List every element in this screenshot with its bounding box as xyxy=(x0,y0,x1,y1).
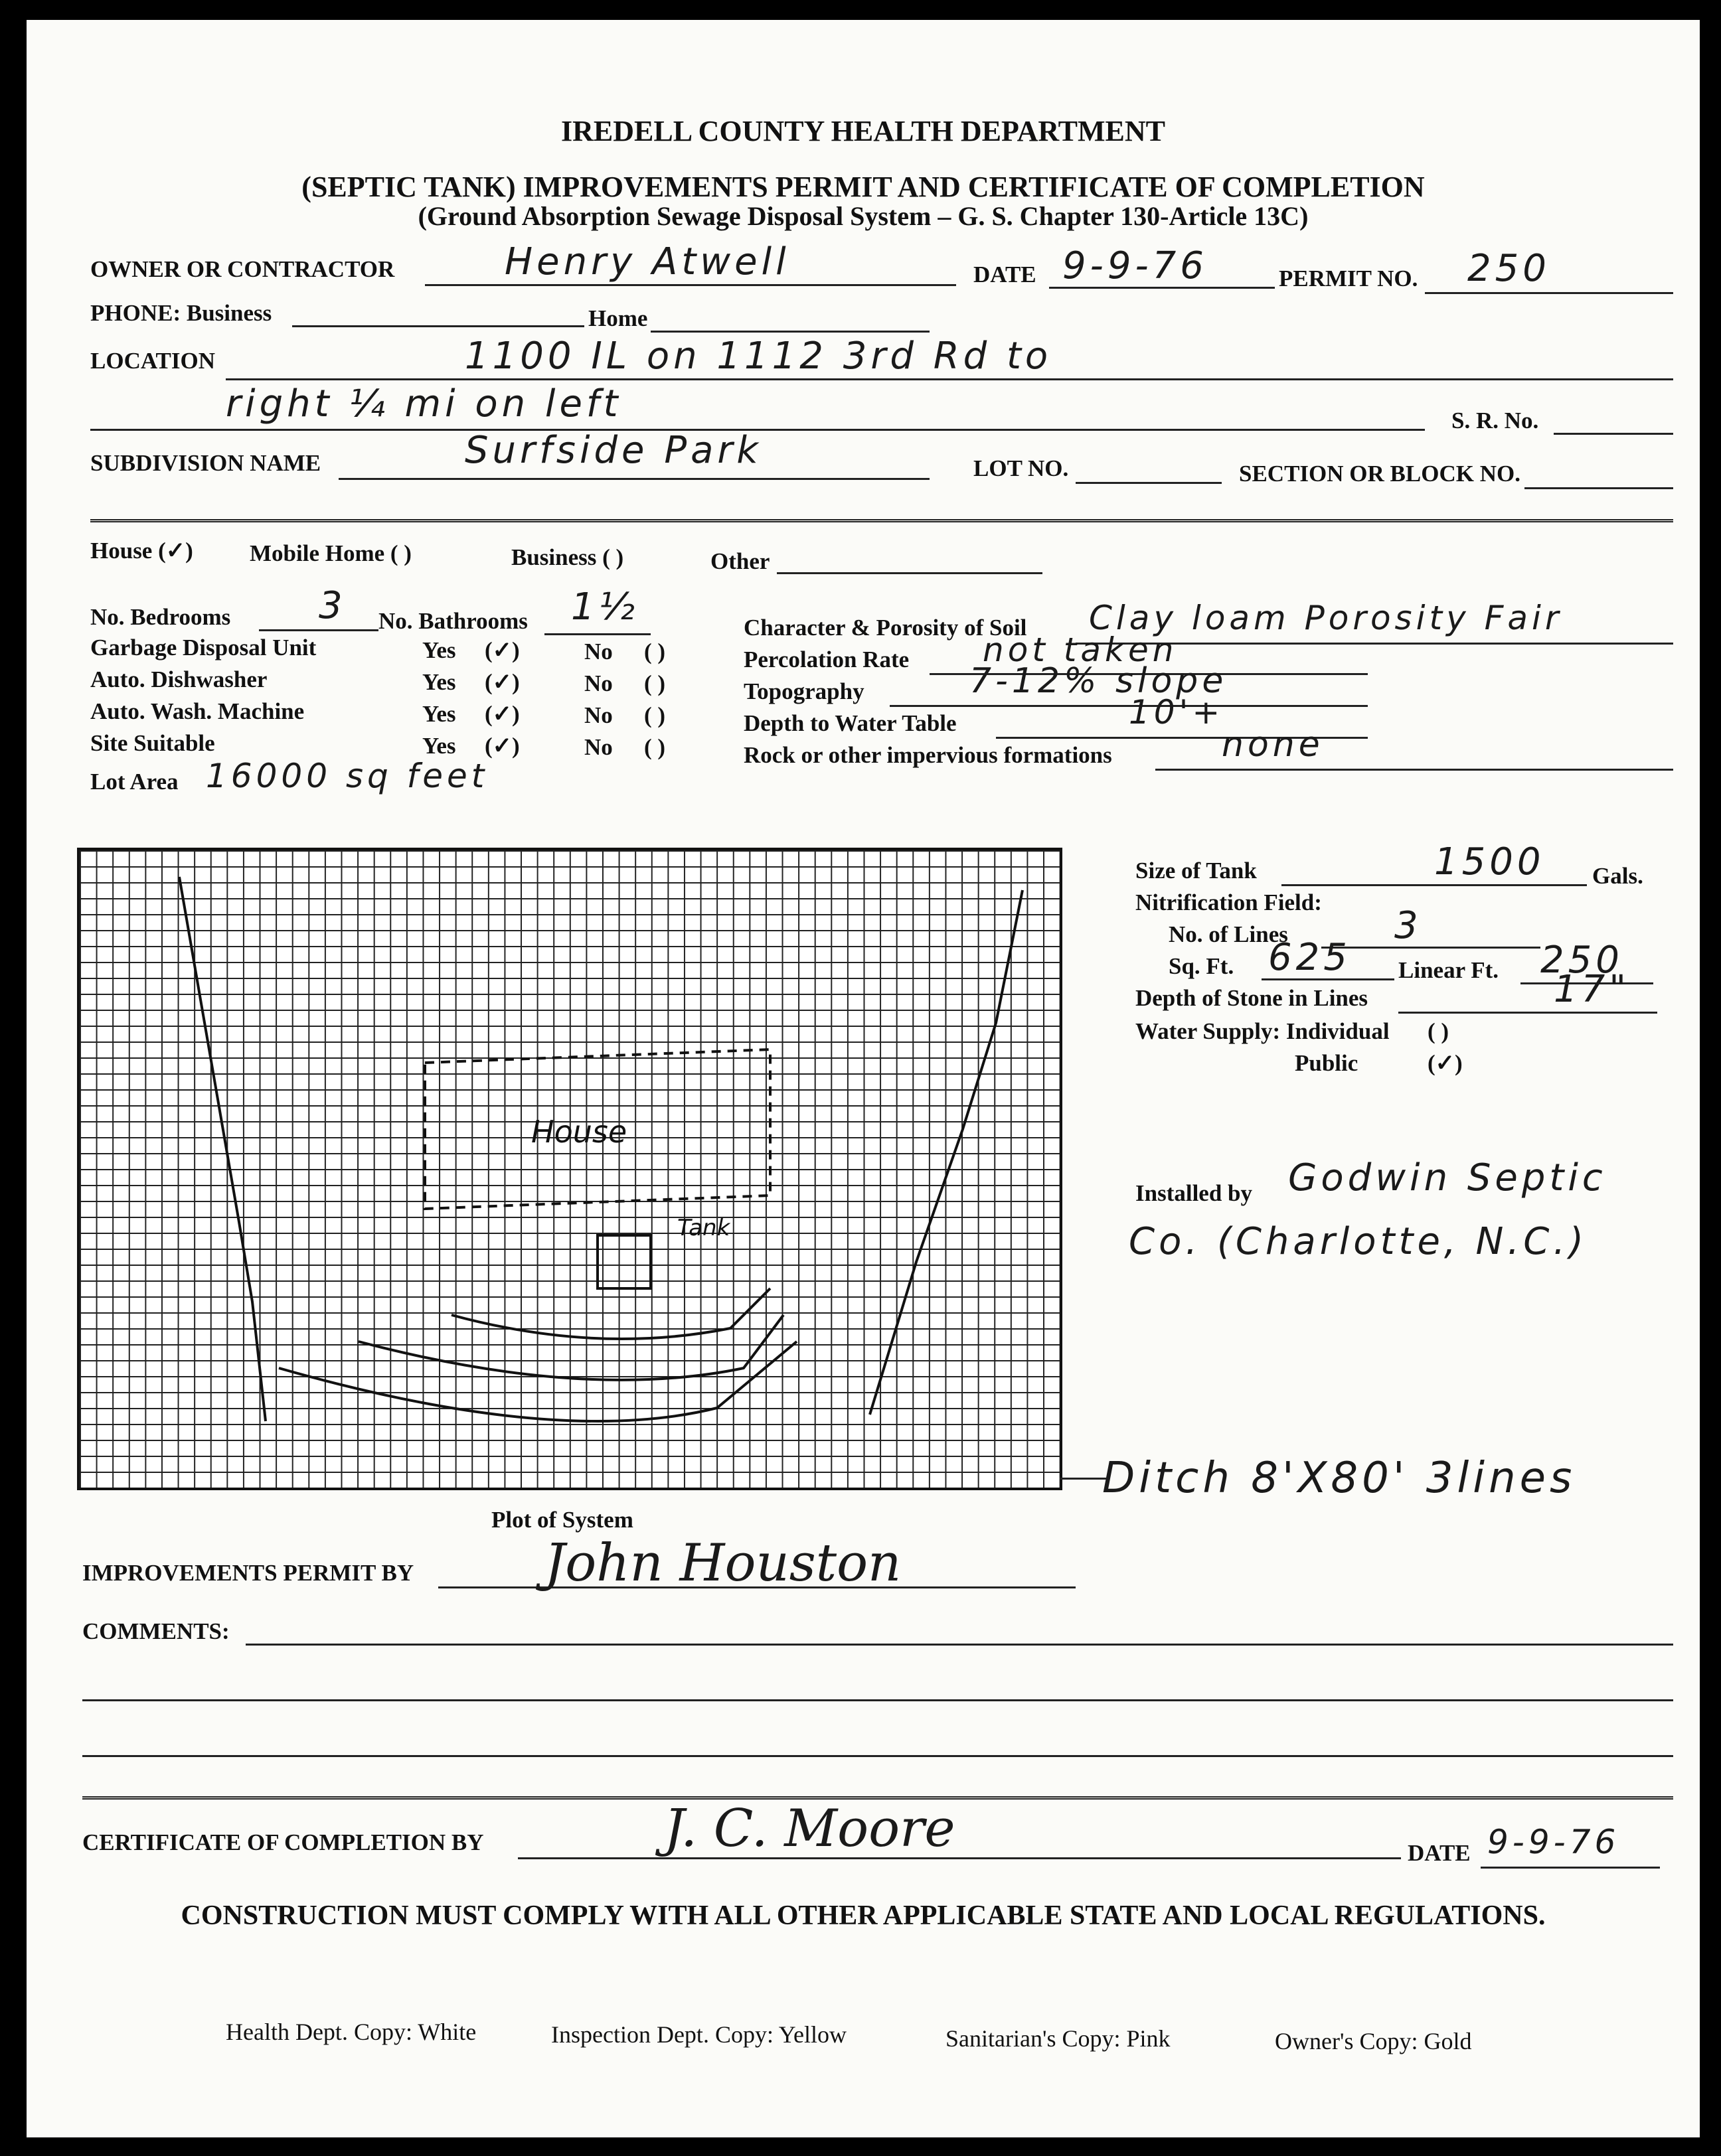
subdivision-value: Surfside Park xyxy=(465,429,762,472)
feature-dishwasher-yes-mark: (✓) xyxy=(485,669,520,695)
bedrooms-label: No. Bedrooms xyxy=(90,604,231,630)
water-public-label: Public xyxy=(1295,1050,1358,1076)
bathrooms-line xyxy=(544,633,651,635)
subdivision-label: SUBDIVISION NAME xyxy=(90,450,321,476)
location-value-2: right ¼ mi on left xyxy=(226,382,622,425)
copy-health: Health Dept. Copy: White xyxy=(226,2019,477,2045)
tank-size-line xyxy=(1281,884,1587,886)
form-title: (SEPTIC TANK) IMPROVEMENTS PERMIT AND CERTIFICATE OF COMPLETION xyxy=(301,171,1425,203)
bathrooms-label: No. Bathrooms xyxy=(378,608,528,634)
stone-depth-line xyxy=(1398,1012,1657,1014)
feature-dishwasher-yes: Yes xyxy=(422,669,456,695)
topography-value: 7-12% slope xyxy=(969,661,1228,701)
lot-line xyxy=(1076,482,1222,484)
feature-washer-yes: Yes xyxy=(422,701,456,727)
soil-character-value: Clay loam Porosity Fair xyxy=(1089,599,1563,637)
section-label: SECTION OR BLOCK NO. xyxy=(1239,461,1520,487)
comments-line-3 xyxy=(82,1755,1673,1757)
percolation-value: not taken xyxy=(983,631,1178,669)
permit-document xyxy=(27,20,1700,2137)
stone-depth-label: Depth of Stone in Lines xyxy=(1135,985,1368,1011)
plot-left-boundary xyxy=(179,877,266,1421)
topography-label: Topography xyxy=(744,678,864,704)
copy-inspection: Inspection Dept. Copy: Yellow xyxy=(551,2021,847,2048)
comments-line-1 xyxy=(246,1644,1673,1646)
water-table-label: Depth to Water Table xyxy=(744,710,957,736)
phone-business-label: PHONE: Business xyxy=(90,300,272,326)
certificate-date-label: DATE xyxy=(1408,1840,1471,1866)
plot-grid xyxy=(77,848,1062,1490)
location-value-1: 1100 IL on 1112 3rd Rd to xyxy=(465,335,1052,378)
sr-label: S. R. No. xyxy=(1451,408,1539,433)
comments-label: COMMENTS: xyxy=(82,1618,230,1644)
plot-sketch xyxy=(80,850,1060,1488)
bedrooms-line xyxy=(259,629,378,631)
plot-tank-label: Tank xyxy=(677,1215,730,1241)
feature-site-no-mark: ( ) xyxy=(644,734,666,760)
sqft-label: Sq. Ft. xyxy=(1169,953,1234,979)
lot-area-label: Lot Area xyxy=(90,769,179,795)
installed-by-line2: Co. (Charlotte, N.C.) xyxy=(1129,1220,1588,1263)
rock-label: Rock or other impervious formations xyxy=(744,742,1112,768)
location-label: LOCATION xyxy=(90,348,215,374)
copy-sanitarian: Sanitarian's Copy: Pink xyxy=(945,2025,1171,2052)
bathrooms-value: 1½ xyxy=(571,585,639,629)
plot-house-label: House xyxy=(531,1114,627,1150)
permit-label: PERMIT NO. xyxy=(1279,266,1418,291)
feature-washer-yes-mark: (✓) xyxy=(485,701,520,727)
feature-washer-no: No xyxy=(584,702,613,728)
section-divider xyxy=(90,519,1673,522)
type-business: Business ( ) xyxy=(511,544,624,570)
feature-garbage-no: No xyxy=(584,639,613,664)
phone-home-line xyxy=(651,331,930,333)
rock-value: none xyxy=(1222,725,1324,765)
linear-ft-value: 250 xyxy=(1540,939,1623,982)
installed-by-label: Installed by xyxy=(1135,1180,1253,1206)
feature-dishwasher-no: No xyxy=(584,670,613,696)
linear-ft-label: Linear Ft. xyxy=(1398,957,1499,983)
lot-label: LOT NO. xyxy=(973,455,1069,481)
date-value: 9-9-76 xyxy=(1062,244,1208,287)
feature-garbage-yes-mark: (✓) xyxy=(485,637,520,663)
feature-garbage-label: Garbage Disposal Unit xyxy=(90,635,317,660)
copy-owner: Owner's Copy: Gold xyxy=(1275,2028,1472,2054)
certificate-label: CERTIFICATE OF COMPLETION BY xyxy=(82,1829,484,1855)
location-line-1 xyxy=(226,378,1673,380)
feature-washer-label: Auto. Wash. Machine xyxy=(90,698,305,724)
type-mobile-home: Mobile Home ( ) xyxy=(250,540,412,566)
rock-line xyxy=(1155,769,1673,771)
sr-line xyxy=(1554,433,1673,435)
feature-site-yes: Yes xyxy=(422,733,456,759)
feature-dishwasher-label: Auto. Dishwasher xyxy=(90,666,268,692)
date-label: DATE xyxy=(973,262,1036,287)
stone-depth-value: 17" xyxy=(1554,968,1631,1011)
type-house: House (✓) xyxy=(90,538,193,564)
water-table-value: 10'+ xyxy=(1129,693,1224,732)
comments-line-2 xyxy=(82,1699,1673,1701)
feature-site-no: No xyxy=(584,734,613,760)
permit-by-label: IMPROVEMENTS PERMIT BY xyxy=(82,1560,414,1586)
feature-garbage-yes: Yes xyxy=(422,637,456,663)
feature-site-label: Site Suitable xyxy=(90,730,215,756)
feature-site-yes-mark: (✓) xyxy=(485,733,520,759)
feature-dishwasher-no-mark: ( ) xyxy=(644,670,666,696)
certificate-line xyxy=(518,1857,1401,1859)
plot-line-2 xyxy=(359,1315,783,1380)
phone-business-line xyxy=(292,325,584,327)
installed-by-line1: Godwin Septic xyxy=(1288,1156,1607,1199)
plot-right-boundary xyxy=(870,890,1023,1415)
permit-line xyxy=(1425,292,1673,294)
owner-value: Henry Atwell xyxy=(505,240,790,283)
soil-character-label: Character & Porosity of Soil xyxy=(744,615,1027,641)
bedrooms-value: 3 xyxy=(319,584,347,627)
owner-line xyxy=(425,284,956,286)
water-individual-mark: ( ) xyxy=(1428,1018,1449,1044)
form-subtitle: (Ground Absorption Sewage Disposal System – G. S. Chapter 130-Article 13C) xyxy=(418,201,1309,231)
tank-gals: Gals. xyxy=(1592,863,1643,889)
tank-size-label: Size of Tank xyxy=(1135,858,1257,884)
certificate-date-value: 9-9-76 xyxy=(1487,1823,1620,1861)
sqft-value: 625 xyxy=(1268,936,1351,979)
plot-caption: Plot of System xyxy=(491,1507,633,1533)
phone-home-label: Home xyxy=(588,305,648,331)
subdivision-line xyxy=(339,478,930,480)
lines-value: 3 xyxy=(1394,904,1422,947)
tank-size-value: 1500 xyxy=(1434,840,1545,884)
lines-label: No. of Lines xyxy=(1169,921,1288,947)
department-title: IREDELL COUNTY HEALTH DEPARTMENT xyxy=(561,115,1165,147)
ditch-pointer xyxy=(1060,1478,1106,1480)
feature-garbage-no-mark: ( ) xyxy=(644,639,666,664)
certificate-date-line xyxy=(1481,1867,1660,1869)
lines-line xyxy=(1321,947,1540,949)
type-other: Other xyxy=(710,548,770,574)
compliance-notice: CONSTRUCTION MUST COMPLY WITH ALL OTHER APPLICABLE STATE AND LOCAL REGULATIONS. xyxy=(181,1900,1546,1931)
water-public-mark: (✓) xyxy=(1428,1050,1463,1076)
lot-area-value: 16000 sq feet xyxy=(206,757,489,795)
owner-label: OWNER OR CONTRACTOR xyxy=(90,256,395,282)
ditch-note: Ditch 8'X80' 3lines xyxy=(1102,1454,1576,1503)
other-line xyxy=(777,572,1042,574)
percolation-label: Percolation Rate xyxy=(744,647,910,672)
plot-line-3 xyxy=(279,1342,797,1421)
permit-value: 250 xyxy=(1467,247,1550,290)
nitrification-label: Nitrification Field: xyxy=(1135,889,1322,915)
permit-by-signature: John Houston xyxy=(544,1533,902,1593)
certificate-signature: J. C. Moore xyxy=(664,1799,955,1859)
water-supply-label: Water Supply: Individual xyxy=(1135,1018,1390,1044)
section-line xyxy=(1524,487,1673,489)
feature-washer-no-mark: ( ) xyxy=(644,702,666,728)
plot-tank-box xyxy=(598,1235,651,1288)
plot-line-1 xyxy=(451,1288,770,1339)
